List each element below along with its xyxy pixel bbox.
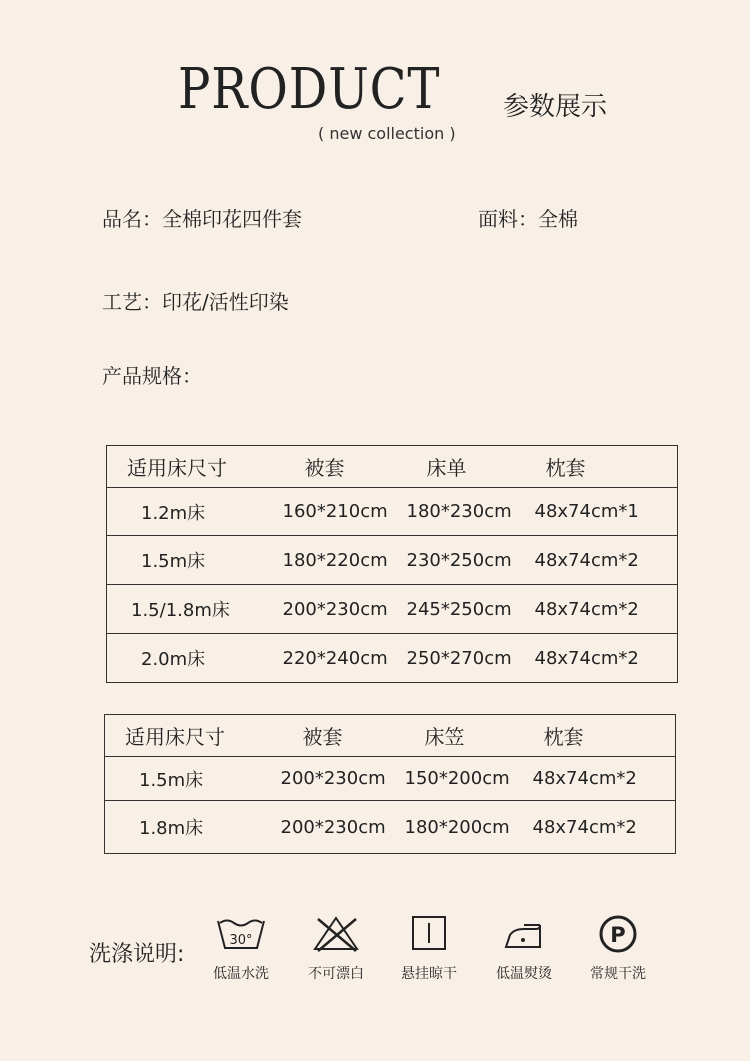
care-item-label: 常规干洗 (590, 966, 646, 982)
care-item-wash (201, 913, 281, 983)
table-cell: 48x74cm*2 (531, 536, 678, 585)
no-bleach-icon (310, 913, 362, 953)
table-cell: 180*230cm (407, 488, 531, 536)
header-cell: 被套 (281, 715, 405, 757)
care-item-dry-clean (578, 913, 658, 983)
care-item-label: 不可漂白 (308, 966, 364, 982)
table-cell: 48x74cm*2 (529, 757, 676, 801)
page-title: 参数展示 (503, 92, 608, 122)
header-cell: 适用床尺寸 (107, 446, 283, 488)
header-cell: 床笠 (405, 715, 529, 757)
header-cell: 被套 (283, 446, 407, 488)
table-cell: 200*230cm (281, 757, 405, 801)
table-cell: 2.0m床 (141, 649, 206, 670)
table-row (107, 585, 678, 634)
care-item-label: 低温熨烫 (496, 966, 552, 982)
table-cell: 160*210cm (283, 488, 407, 536)
care-item-label: 悬挂晾干 (401, 966, 457, 982)
care-item-label: 低温水洗 (213, 966, 269, 982)
table-row (107, 536, 678, 585)
table-cell: 1.5m床 (105, 757, 281, 801)
table-cell: 220*240cm (282, 647, 388, 669)
dry-clean-badge: P (610, 923, 626, 947)
wash-temp-badge: 30° (229, 933, 253, 948)
table-cell: 230*250cm (407, 536, 531, 585)
header-cell: 枕套 (531, 446, 678, 488)
dry-clean-icon (592, 913, 644, 953)
table-cell: 1.5m床 (107, 536, 283, 585)
table-row (107, 634, 678, 683)
table-cell: 1.8m床 (139, 818, 204, 839)
product-process: 工艺：印花/活性印染 (102, 290, 289, 314)
table-cell: 48x74cm*2 (534, 647, 639, 669)
table-cell: 200*230cm (283, 585, 407, 634)
table-cell: 245*250cm (407, 585, 531, 634)
product-material: 面料：全棉 (478, 207, 578, 231)
table-cell: 180*200cm (404, 816, 510, 838)
care-item-no-bleach (296, 913, 376, 983)
table-row (105, 801, 676, 854)
table-cell: 250*270cm (406, 647, 512, 669)
table-cell: 1.5/1.8m床 (107, 585, 283, 634)
header-cell: 适用床尺寸 (105, 715, 281, 757)
care-item-low-iron (484, 913, 564, 983)
table-cell: 180*220cm (283, 536, 407, 585)
hang-dry-icon (403, 913, 455, 953)
spec-table-2 (104, 714, 676, 854)
wash-30-icon (215, 913, 267, 953)
table-row (107, 488, 678, 536)
table-header-row (105, 715, 676, 757)
spec-label: 产品规格： (102, 364, 202, 388)
subtitle: ( new collection ) (318, 124, 456, 143)
care-item-hang-dry (389, 913, 469, 983)
product-logo: PRODUCT (178, 57, 441, 122)
table-header-row (107, 446, 678, 488)
table-cell: 1.2m床 (107, 488, 283, 536)
table-row (105, 757, 676, 801)
low-iron-icon (498, 913, 550, 953)
spec-table-1 (106, 445, 678, 683)
header-cell: 床单 (407, 446, 531, 488)
care-label: 洗涤说明: (89, 942, 185, 967)
table-cell: 48x74cm*2 (532, 816, 637, 838)
table-cell: 48x74cm*2 (531, 585, 678, 634)
table-cell: 150*200cm (405, 757, 529, 801)
table-cell: 200*230cm (280, 816, 386, 838)
table-cell: 48x74cm*1 (531, 488, 678, 536)
product-name: 品名：全棉印花四件套 (102, 207, 302, 231)
header-cell: 枕套 (529, 715, 676, 757)
